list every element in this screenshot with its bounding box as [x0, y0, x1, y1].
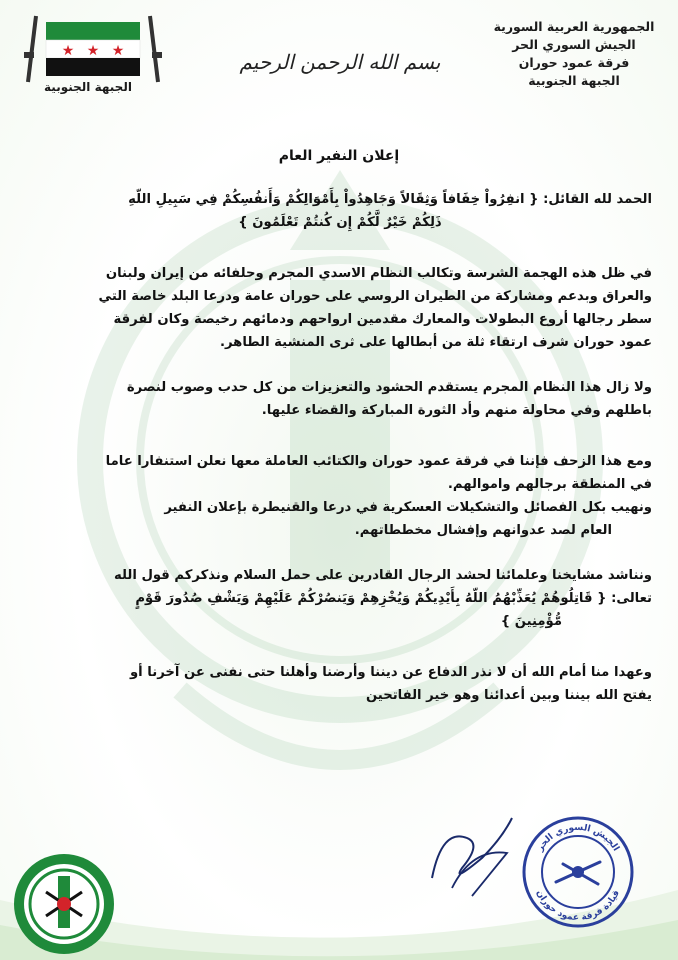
- header-line-country: الجمهورية العربية السورية: [493, 19, 655, 34]
- document-body: [28, 188, 652, 707]
- svg-text:★: ★: [111, 43, 125, 59]
- p5-line-2: تعالى: { قَاتِلُوهُمْ يُعَذِّبْهُمُ اللّهُ بِأَيْدِيكُمْ وَيُخْزِهِمْ وَيَنصُرْكُمْ عَلَيْهِمْ وَيَشْفِ صُدُورَ قَوْمٍ: [135, 591, 652, 606]
- p1-line-2: ذَلِكُمْ خَيْرٌ لَّكُمْ إِن كُنتُمْ تَعْلَمُونَ }: [238, 215, 442, 230]
- basmala-calligraphy: بسم الله الرحمن الرحيم: [239, 50, 441, 74]
- p6-line-1: وعهدا منا أمام الله أن لا نذر الدفاع عن ديننا وأرضنا وأهلنا حتى نفنى عن آخرنا أو: [129, 665, 652, 680]
- p2-line-2: والعراق وبدعم ومشاركة من الطيران الروسي على حوران عامة ودرعا البلد خاصة التي: [98, 289, 652, 304]
- flag-caption: الجبهة الجنوبية: [44, 80, 132, 94]
- p2-line-4: عمود حوران شرف ارتقاء ثلة من أبطالها على ثرى المنشية الطاهر.: [219, 335, 652, 350]
- header-line-front: الجبهة الجنوبية: [528, 73, 620, 88]
- p4-line-4: العام لصد عدوانهم وإفشال مخططاتهم.: [354, 523, 612, 538]
- division-emblem-logo: [12, 852, 116, 956]
- p1-line-1: الحمد لله القائل: { انفِرُواْ خِفَافاً وَثِقَالاً وَجَاهِدُواْ بِأَمْوَالِكُمْ وَأَنفُسِكُمْ فِي سَبِيلِ اللّهِ: [128, 192, 652, 207]
- p5-line-1: ونناشد مشايخنا وعلمائنا لحشد الرجال القادرين على حمل السلام ونذكركم قول الله: [114, 568, 652, 583]
- p3-line-2: باطلهم وفي محاولة منهم وأد الثورة المباركة والقضاء عليها.: [261, 403, 652, 418]
- p2-line-1: في ظل هذه الهجمة الشرسة وتكالب النظام الاسدي المجرم وحلفائه من إيران ولبنان: [105, 266, 652, 281]
- p3-line-1: ولا زال هذا النظام المجرم يستقدم الحشود والتعزيزات من كل حدب وصوب لنصرة: [126, 380, 652, 395]
- header-institution: [484, 18, 664, 90]
- p5-line-3: مُّؤْمِنِينَ }: [500, 614, 562, 629]
- p2-line-3: سطر رجالها أروع البطولات والمعارك مقدمين ارواحهم ودمائهم رخيصة وكان لفرقة: [113, 312, 652, 327]
- stamp-top-text: الجيش السوري الحر: [535, 822, 621, 854]
- p6-line-2: يفتح الله بيننا وبين أعدائنا وهو خير الفاتحين: [365, 688, 652, 703]
- header-line-division: فرقة عمود حوران: [518, 55, 630, 70]
- p4-line-2: في المنطقة برجالهم واموالهم.: [447, 477, 652, 492]
- header-line-army: الجيش السوري الحر: [512, 37, 636, 52]
- signature: [412, 808, 532, 898]
- stamp-bottom-text: قيادة فرقة عمود حوران: [534, 888, 622, 924]
- official-stamp: [518, 812, 638, 932]
- document-title: إعلان النفير العام: [278, 148, 400, 164]
- svg-text:★: ★: [86, 43, 100, 59]
- p4-line-1: ومع هذا الزحف فإننا في فرقة عمود حوران والكتائب العاملة معها نعلن استنفارا عاما: [105, 454, 652, 469]
- svg-text:★: ★: [61, 43, 75, 59]
- p4-line-3: ونهيب بكل الفصائل والتشكيلات العسكرية في درعا والقنيطرة بإعلان النفير: [164, 500, 652, 515]
